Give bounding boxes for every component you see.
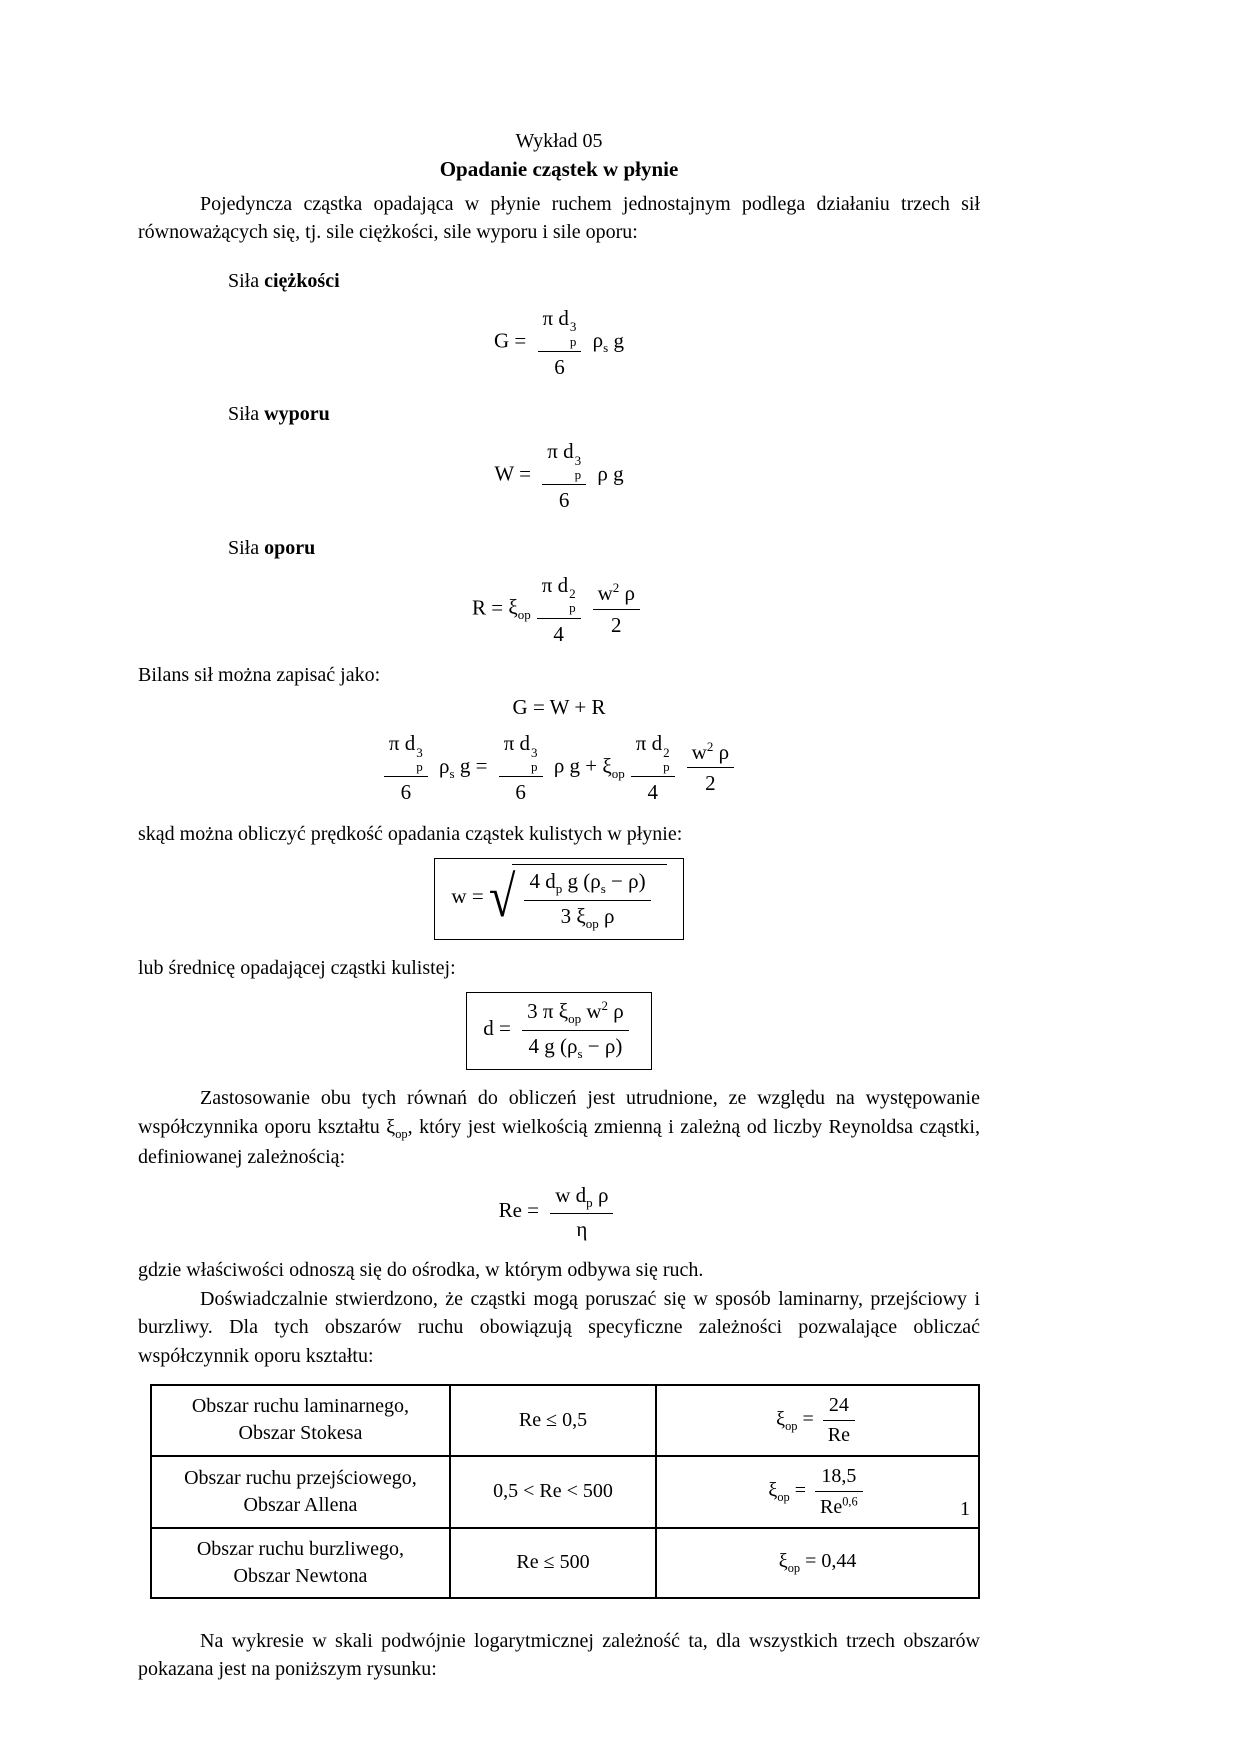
document-content bbox=[138, 130, 980, 1683]
drag-coefficient-symbol: $\xi_{op}$ bbox=[386, 1115, 408, 1141]
formula-cell-turbulent: $\xi_{op} = 0,44$ bbox=[656, 1528, 979, 1598]
velocity-equation-wrap bbox=[138, 858, 980, 940]
balance-full-equation: π d 3 p 6 $\rho_s$ g = π d 3 p 6 ρ $g + \xi_{op}$ π d 2 p 4 $\frac{w^2 \rho}{2}$ bbox=[138, 730, 980, 805]
force-label-gravity-word: ciężkości bbox=[264, 269, 340, 292]
region-line: Obszar ruchu laminarnego, bbox=[191, 1395, 409, 1418]
velocity-equation-box bbox=[434, 858, 683, 940]
region-cell-turbulent bbox=[151, 1528, 450, 1598]
velocity-intro: skąd można obliczyć prędkość opadania cząstek kulistych w płynie: bbox=[138, 822, 683, 845]
table-row-laminar bbox=[151, 1385, 979, 1456]
formula-cell-transitional: $\xi_{op}$ = $\frac{18,5}{Re^{0,6}}$ bbox=[656, 1456, 979, 1528]
buoyancy-force-equation: W = π d 3 p 6 ρ g bbox=[494, 439, 624, 513]
force-label-gravity-prefix: Siła bbox=[228, 269, 265, 292]
usage-paragraph-after: , który jest wielkością zmienną i zależną od liczby Reynoldsa cząstki, definiowanej zależnością: bbox=[138, 1115, 980, 1169]
force-label-buoyancy-word: wyporu bbox=[264, 403, 330, 426]
velocity-equation: w = √ $\frac{4 d_p g (\rho_s - \rho)}{3 \xi_{op} \rho}$ bbox=[451, 884, 666, 908]
gravity-force-equation: G = π d 3 p 6 $\rho_s$ g bbox=[494, 305, 624, 379]
condition-cell-laminar: Re ≤ 0,5 bbox=[450, 1385, 656, 1456]
balance-equation: G = W + R bbox=[512, 695, 606, 720]
usage-paragraph-before: Zastosowanie obu tych równań do obliczeń jest utrudnione, ze względu na występowanie współczynnika oporu kształtu bbox=[138, 1087, 980, 1138]
force-label-buoyancy bbox=[228, 400, 980, 428]
force-label-drag-prefix: Siła bbox=[228, 536, 265, 559]
region-line: Obszar ruchu przejściowego, bbox=[184, 1466, 417, 1489]
page-number: 1 bbox=[960, 1498, 970, 1520]
lecture-number: Wykład 05 bbox=[515, 130, 603, 152]
force-label-drag-word: oporu bbox=[264, 536, 316, 559]
condition-cell-transitional: 0,5 < Re < 500 bbox=[450, 1456, 656, 1528]
region-cell-laminar bbox=[151, 1385, 450, 1456]
intro-paragraph: Pojedyncza cząstka opadająca w płynie ruchem jednostajnym podlega działaniu trzech sił równoważących się, tj. sile ciężkości, sile wyporu i sile oporu: bbox=[138, 193, 980, 244]
usage-paragraph bbox=[138, 1084, 980, 1171]
region-line: Obszar Newtona bbox=[233, 1564, 368, 1587]
diameter-equation-box bbox=[466, 992, 652, 1070]
diameter-equation: d = $\frac{3 \pi \xi_{op} w^2 \rho}{4 g (\rho_s - \rho)}$ bbox=[483, 1016, 635, 1040]
force-label-gravity bbox=[228, 267, 980, 295]
table-row-turbulent bbox=[151, 1528, 979, 1598]
document-title: Opadanie cząstek w płynie bbox=[439, 157, 679, 181]
diameter-intro: lub średnicę opadającej cząstki kulistej: bbox=[138, 956, 456, 979]
drag-force-equation: $R = \xi_{op}$ π d 2 p 4 $\frac{w^2 \rho}{2}$ bbox=[138, 572, 980, 647]
condition-cell-turbulent: Re ≤ 500 bbox=[450, 1528, 656, 1598]
medium-note: gdzie właściwości odnoszą się do ośrodka, w którym odbywa się ruch. bbox=[138, 1259, 704, 1282]
drag-coefficient-table bbox=[150, 1384, 980, 1599]
chart-paragraph: Na wykresie w skali podwójnie logarytmicznej zależność ta, dla wszystkich trzech obszarów pokazana jest na poniższym rysunku: bbox=[138, 1629, 980, 1680]
region-line: Obszar Stokesa bbox=[238, 1422, 363, 1445]
regimes-paragraph: Doświadczalnie stwierdzono, że cząstki mogą poruszać się w sposób laminarny, przejściowy i burzliwy. Dla tych obszarów ruchu obowiązują specyficzne zależności pozwalające obliczać współczynnik oporu kształtu: bbox=[138, 1287, 980, 1367]
balance-intro: Bilans sił można zapisać jako: bbox=[138, 663, 381, 686]
force-label-buoyancy-prefix: Siła bbox=[228, 403, 265, 426]
force-label-drag bbox=[228, 534, 980, 562]
diameter-equation-wrap bbox=[138, 992, 980, 1070]
region-line: Obszar Allena bbox=[243, 1493, 358, 1516]
table-row-transitional bbox=[151, 1456, 979, 1528]
region-cell-transitional bbox=[151, 1456, 450, 1528]
region-line: Obszar ruchu burzliwego, bbox=[196, 1537, 404, 1560]
formula-cell-laminar: $\xi_{op}$ = $\frac{24}{Re}$ bbox=[656, 1385, 979, 1456]
reynolds-equation: Re = $\frac{w d_p \rho}{\eta}$ bbox=[138, 1182, 980, 1243]
